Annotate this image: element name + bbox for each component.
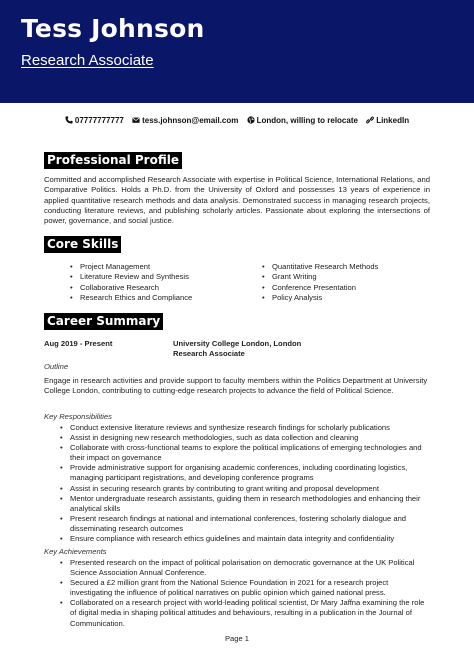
skill-item: • Grant Writing	[262, 272, 378, 282]
contact-location	[247, 116, 361, 125]
globe-icon	[247, 116, 255, 124]
candidate-name: Tess Johnson	[21, 14, 205, 43]
responsibilities-list	[44, 423, 430, 544]
achievements-label: Key Achievements	[44, 547, 107, 556]
list-item: • Assist in designing new research methodologies, such as data collection and cleaning	[44, 433, 430, 443]
skill-item: • Quantitative Research Methods	[262, 262, 378, 272]
list-item: • Assist in securing research grants by contributing to grant writing and proposal development	[44, 484, 430, 494]
list-item: • Provide administrative support for organising academic conferences, including coordinating logistics, managing participant registrations, and developing conference programs	[44, 463, 430, 483]
job-employer: University College London, London	[173, 339, 302, 348]
achievements-list	[44, 558, 430, 629]
contact-linkedin[interactable]	[366, 116, 409, 125]
skill-item: • Research Ethics and Compliance	[70, 293, 192, 303]
phone-icon	[65, 116, 73, 124]
location-text: London, willing to relocate	[256, 116, 358, 125]
list-item: • Collaborate with cross-functional teams to explore the political implications of emerging technologies and their impact on governance	[44, 443, 430, 463]
email-text: tess.johnson@email.com	[142, 116, 239, 125]
list-item: • Conduct extensive literature reviews and synthesize research findings for scholarly publications	[44, 423, 430, 433]
responsibilities-label: Key Responsibilities	[44, 412, 112, 421]
contact-phone[interactable]	[65, 116, 126, 125]
list-item: • Mentor undergraduate research assistants, guiding them in research methodologies and enhancing their analytical skills	[44, 494, 430, 514]
candidate-title: Research Associate	[21, 52, 154, 69]
page-number: Page 1	[224, 634, 250, 643]
list-item: • Collaborated on a research project with world-leading political scientist, Dr Mary Jaffna examining the role of digital media in shaping political attitudes and behaviours, resulting in a publication in the Journal of Communication.	[44, 598, 430, 628]
career-heading: Career Summary	[44, 313, 163, 330]
skills-list-left	[70, 262, 192, 304]
profile-text: Committed and accomplished Research Associate with expertise in Political Science, International Relations, and Comparative Politics. Holds a Ph.D. from the University of Oxford and possesses 13 years of experience in applied quantitative research methods and data analysis. Demonstrated success in managing research projects, conducting literature reviews, and publishing scholarly articles. Passionate about exploring the intersections of power, governance, and social justice.	[44, 175, 430, 226]
link-icon	[366, 116, 374, 124]
list-item: • Present research findings at national and international conferences, fostering scholarly dialogue and disseminating research outcomes	[44, 514, 430, 534]
skill-item: • Policy Analysis	[262, 293, 378, 303]
skill-item: • Collaborative Research	[70, 283, 192, 293]
skills-list-right	[262, 262, 378, 304]
skill-item: • Project Management	[70, 262, 192, 272]
job-role: Research Associate	[173, 349, 245, 359]
outline-label: Outline	[44, 362, 69, 371]
list-item: • Ensure compliance with research ethics guidelines and maintain data integrity and confidentiality	[44, 534, 430, 544]
header-banner	[0, 0, 474, 103]
email-icon	[132, 116, 140, 124]
profile-heading: Professional Profile	[44, 152, 182, 169]
skills-heading: Core Skills	[44, 236, 121, 253]
contact-line-1	[60, 114, 414, 127]
skill-item: • Literature Review and Synthesis	[70, 272, 192, 282]
skill-item: • Conference Presentation	[262, 283, 378, 293]
job-employer-block	[173, 339, 301, 360]
job-dates: Aug 2019 - Present	[44, 339, 113, 348]
list-item: • Secured a £2 million grant from the National Science Foundation in 2021 for a research project investigating the influence of political narratives on public opinion which gained national press.	[44, 578, 430, 598]
phone-text: 07777777777	[74, 116, 124, 125]
linkedin-text: LinkedIn	[376, 116, 410, 125]
list-item: • Presented research on the impact of political polarisation on democratic governance at the UK Political Science Association Annual Conference.	[44, 558, 430, 578]
outline-text: Engage in research activities and provide support to faculty members within the Politics Department at University College London, contributing to cutting-edge research projects to advance the field of Political Science.	[44, 376, 428, 396]
contact-email[interactable]	[132, 116, 241, 125]
